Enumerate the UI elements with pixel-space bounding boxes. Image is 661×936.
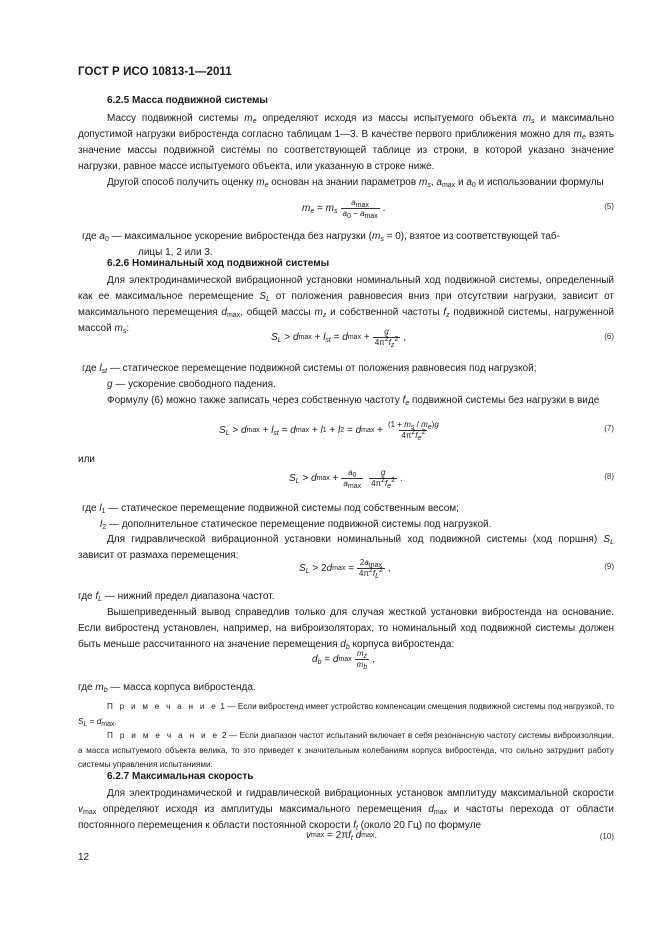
equation-number-5: (5): [604, 202, 614, 211]
paragraph-6-2-7-1: Для электродинамической и гидравлической вибрационных установок амплитуду максимальной скорости $v_{max}$ определяют исходя из амплитуды максимального перемещения $d_{max}$ и частоты перехода от области постоянного перемещения к области постоянной скорости $f_t$ (около 20 Гц) по формуле: [78, 788, 614, 832]
or-word: или: [78, 454, 96, 465]
section-heading-6-2-5: 6.2.5 Масса подвижной системы: [107, 95, 268, 106]
note-1-label: П р и м е ч а н и е: [107, 702, 218, 711]
formula-6: $S_L$ > d max + $l_{st}$ = d max + $\frac{g}{4\pi^2f_z^2}$ ,: [271, 327, 406, 349]
where-fL: где $f_L$ — нижний предел диапазона частот.: [78, 591, 275, 603]
paragraph-6-2-6-4: Вышеприведенный вывод справедлив только для случая жесткой установки вибростенда на основание. Если вибростенд установлен, например, на виброизоляторах, то номинальный ход подвижной системы должен быть меньше рассчитанного на значение перемещения $d_b$ корпуса вибростенда:: [78, 607, 614, 651]
equation-number-10: (10): [599, 832, 614, 841]
paragraph-6-2-6-2: Формулу (6) можно также записать через собственную частоту $f_e$ подвижной системы без нагрузки в виде: [107, 395, 600, 407]
formula-9: $S_L$ > 2 d max = $\frac{2a_{max}}{4\pi^2f_L^2}$ ,: [299, 558, 391, 580]
formula-8: $S_L$ > d max + $\frac{a_0}{a_{max}}$ $\frac{g}{4\pi^2f_e^2}$ .: [289, 468, 403, 490]
formula-7: $S_L$ > d max + $l_{st}$ = d max + l 1 + l 2 = d max + $\frac{(1 + m_s / m_e)g}{4\pi^2f_e^2}$: [219, 420, 439, 442]
where-lst-g: где $l_{st}$ — статическое перемещение подвижной системы от положения равновесия под нагрузкой; g — ускорение свободного падения.: [82, 363, 537, 390]
note-2: П р и м е ч а н и е 2 — Если диапазон частот испытаний включает в себя резонансную частоту системы виброизоляции, а масса испытуемого объекта велика, то это приведет к значительным колебаниям корпуса вибростенда, что сильно затруднит работу системы управления испытаниями.: [78, 731, 614, 769]
paragraph-6-2-6-1: Для электродинамической вибрационной установки номинальный ход подвижной системы, определенный как ее максимальное перемещение $S_L$ от положения равновесия вниз при отсутствии нагрузки, зависит от максимального перемещения $d_{max}$, общей массы $m_z$ и собственной частоты $f_z$ подвижной системы, нагруженной массой $m_s$:: [78, 275, 614, 335]
where-mb: где $m_b$ — масса корпуса вибростенда.: [78, 682, 256, 694]
section-heading-6-2-7: 6.2.7 Максимальная скорость: [107, 771, 254, 782]
formula-db: $d_b$ = d max $\frac{m_z}{m_b}$ ,: [312, 649, 376, 671]
section-heading-6-2-6: 6.2.6 Номинальный ход подвижной системы: [107, 258, 330, 269]
paragraph-6-2-5-2: Другой способ получить оценку $m_e$ основан на знании параметров $m_s$, $a_{max}$ и $a_0$ и использовании формулы: [107, 177, 604, 189]
where-a0: где $a_0$ — максимальное ускорение вибростенда без нагрузки $(m_s = 0)$, взятое из соответствующей таб- лицы 1, 2 или 3.: [82, 231, 560, 258]
equation-number-6: (6): [604, 332, 614, 341]
paragraph-6-2-5-1: Массу подвижной системы $m_e$ определяют исходя из массы испытуемого объекта $m_s$ и максимально допустимой нагрузки вибростенда согласно таблицам 1—3. В качестве первого приближения можно для $m_e$ взять значение массы подвижной системы по соответствующей таблице из строки, в которой указано значение нагрузки, равное массе испытуемого объекта, или указанную в строке ниже.: [78, 113, 614, 172]
where-l1-l2: где $l_1$ — статическое перемещение подвижной системы под собственным весом; $l_2$ — дополнительное статическое перемещение подвижной системы под нагрузкой.: [82, 503, 492, 531]
formula-5: $m_e$ = $m_s$ $\frac{a_{max}}{a_0 - a_{max}}$ .: [302, 198, 386, 220]
page-number: 12: [78, 852, 90, 863]
equation-number-8: (8): [604, 472, 614, 481]
equation-number-7: (7): [604, 424, 614, 433]
document-header: ГОСТ Р ИСО 10813-1—2011: [78, 66, 232, 78]
equation-number-9: (9): [604, 562, 614, 571]
note-1: П р и м е ч а н и е 1 — Если вибростенд имеет устройство компенсации смещения подвижной системы под нагрузкой, то $S_L = d_{max}$.: [78, 702, 614, 728]
paragraph-6-2-6-3: Для гидравлической вибрационной установки номинальный ход подвижной системы (ход поршня) $S_L$ зависит от размаха перемещения:: [78, 534, 614, 561]
note-2-label: П р и м е ч а н и е: [107, 731, 220, 740]
formula-10: v max = 2π $f_t$ d max .: [306, 830, 378, 842]
